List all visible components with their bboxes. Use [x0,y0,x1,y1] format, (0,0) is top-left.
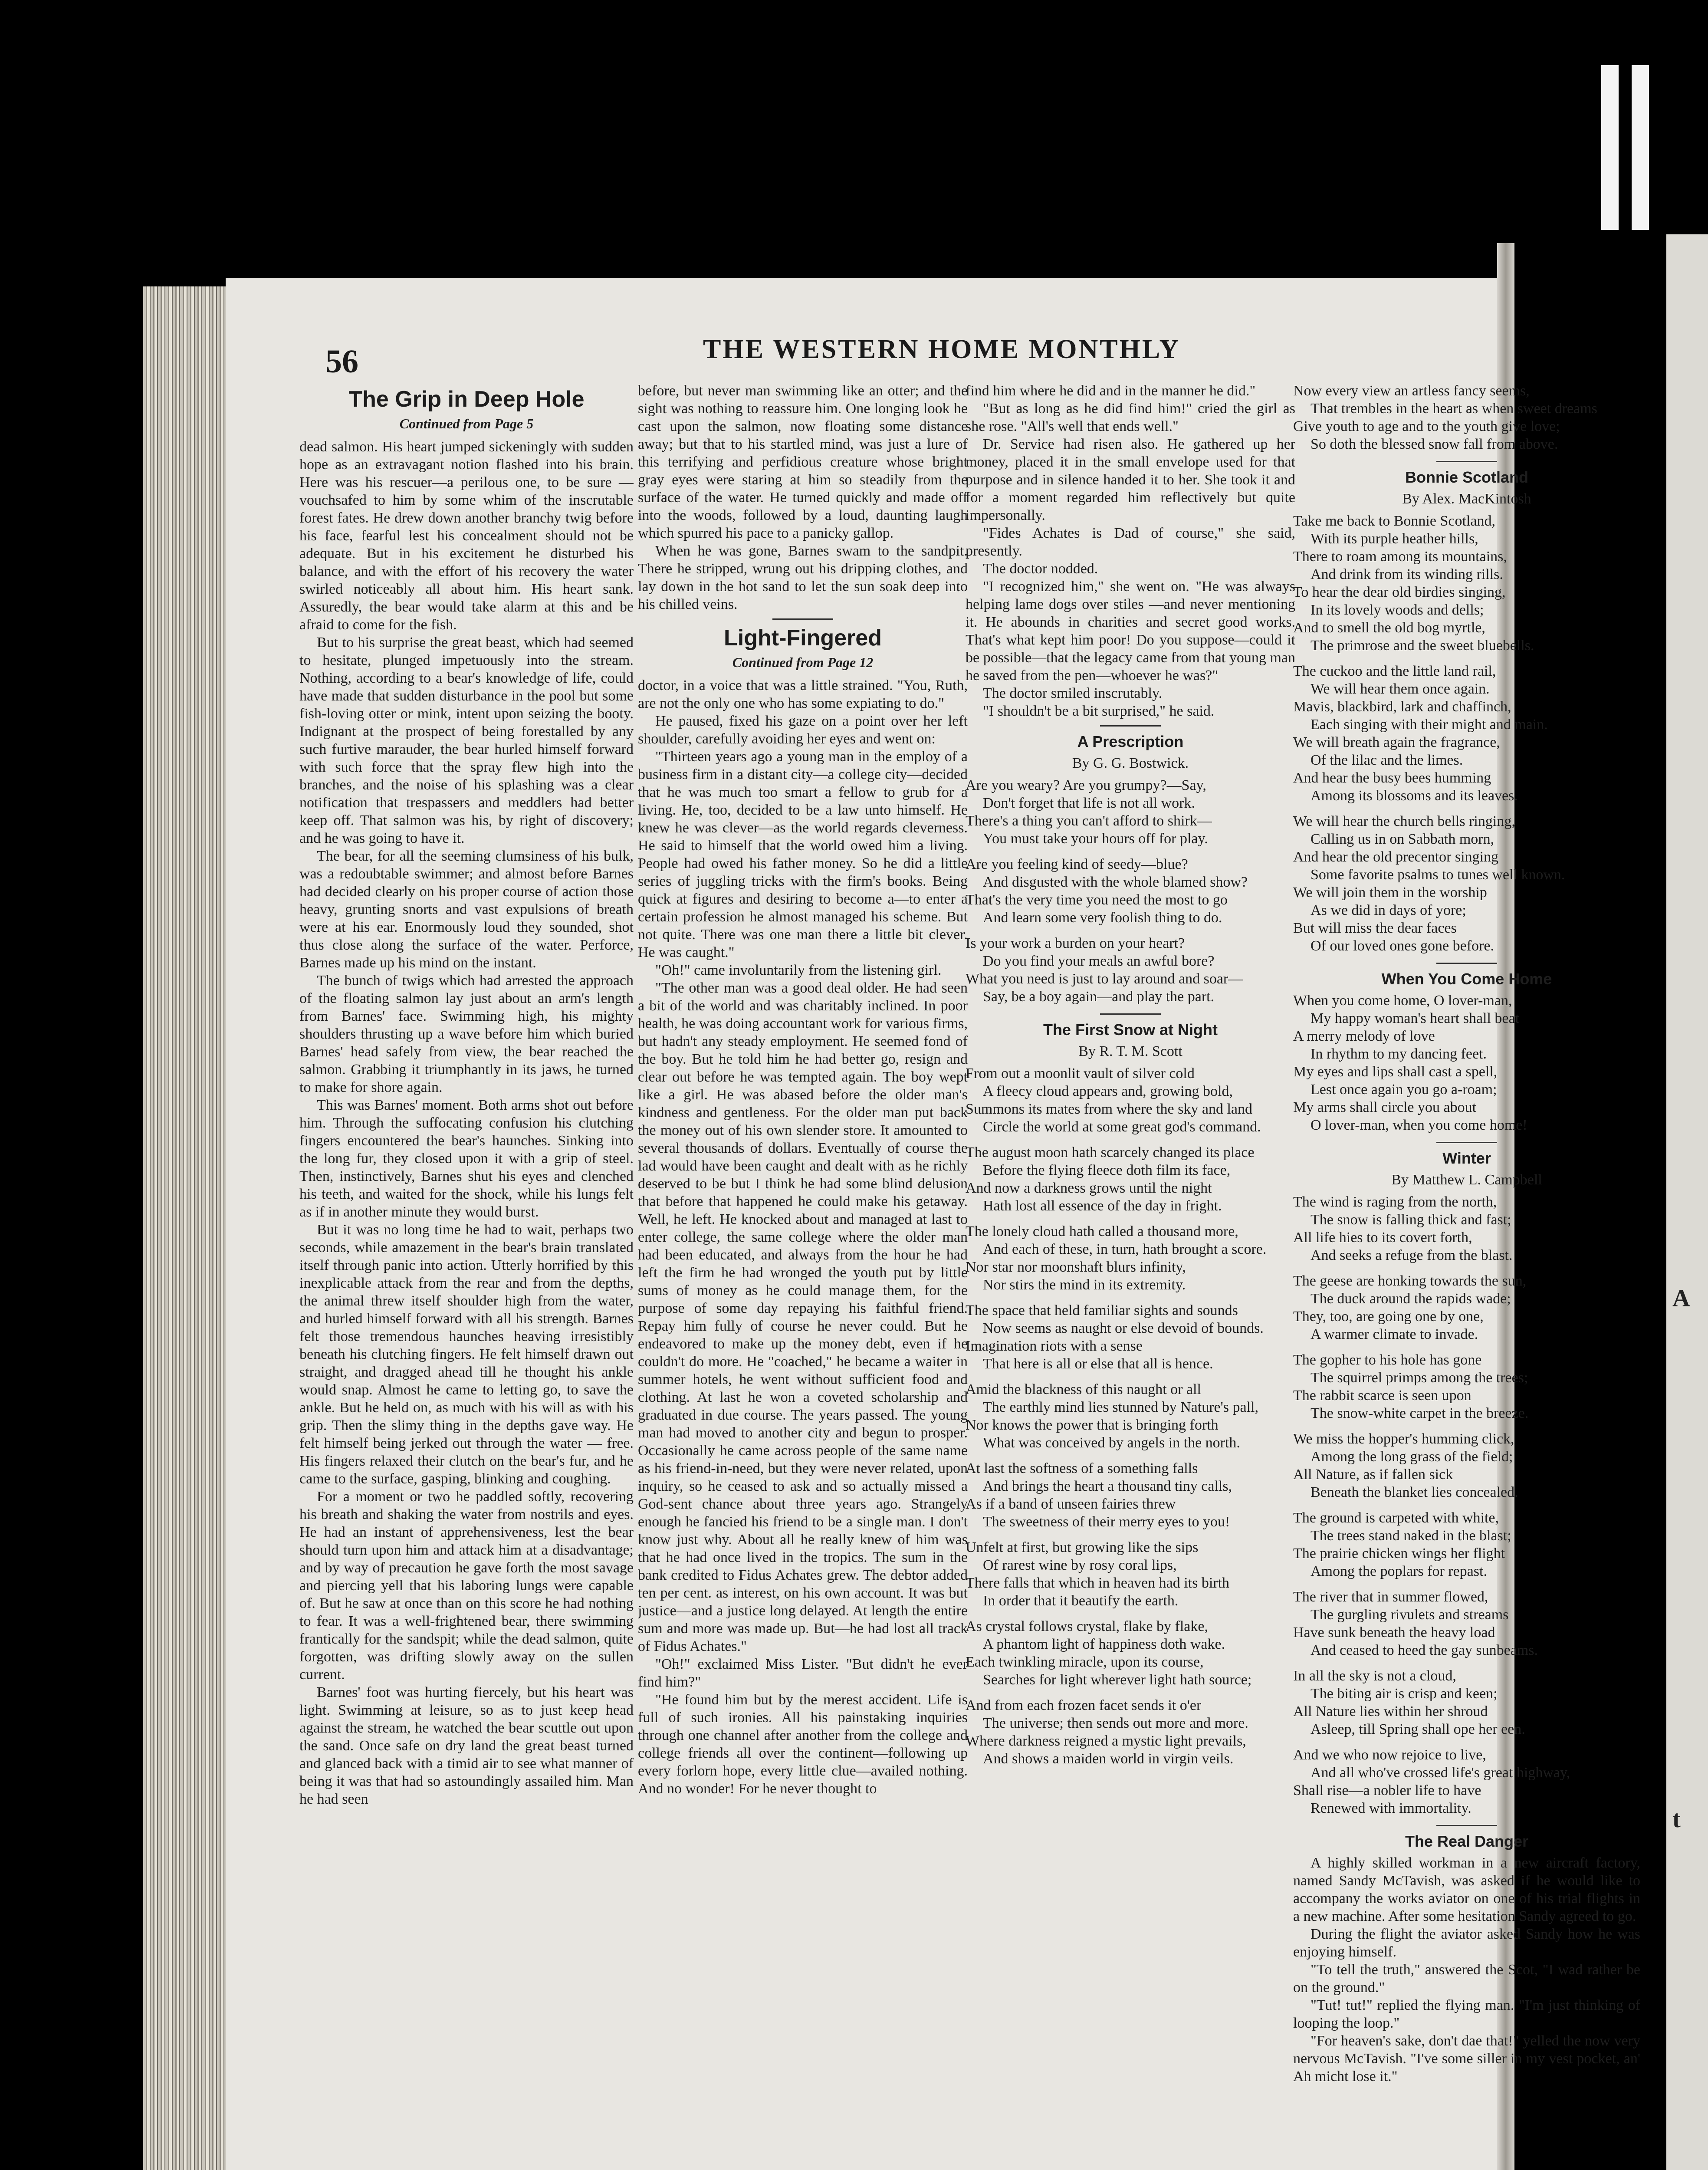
poem-line: All life hies to its covert forth, [1293,1230,1472,1246]
poem-line: As we did in days of yore; [1311,902,1466,918]
poem-line: The prairie chicken wings her flight [1293,1545,1505,1562]
divider [772,618,833,620]
article-title: The Real Danger [1405,1832,1529,1850]
poem-line: Mavis, blackbird, lark and chaffinch, [1293,699,1511,715]
byline: By R. T. M. Scott [1078,1043,1182,1059]
facing-page-edge [1666,234,1708,2170]
paragraph: "Tut! tut!" replied the flying man. "I'm just thinking of looping the loop." [1293,1997,1640,2031]
paragraph: "He found him but by the merest accident. Life is full of such ironies. All his painstaking inquiries through one channel after another from the college and college friends all over the continent—following up every forlorn hope, every little clue—availed nothing. And no wonder! For he never thought to [638,1692,968,1797]
poem-line: And brings the heart a thousand tiny calls, [983,1478,1232,1494]
poem-line: There's a thing you can't afford to shirk— [966,813,1212,829]
poem-line: Now every view an artless fancy seems, [1293,383,1530,399]
poem-line: Among the long grass of the field; [1311,1449,1513,1465]
stanza [1293,1351,1640,1422]
poem-line: The gopher to his hole has gone [1293,1352,1482,1368]
paragraph: But to his surprise the great beast, which had seemed to hesitate, plunged impetuously into the stream. Nothing, according to a bear's knowledge of life, could have made that sudden disturbance in the pool but some fish-loving otter or mink, intent upon seizing the booty. Indignant at the prospect of being forestalled by any such furtive marauder, the bear hurled himself forward with such force that the spray flew high into the branches, and the noise of his splashing was a clear notification that trespassers and meddlers had better keep off. That salmon was his, by right of discovery; and he was going to have it. [299,635,634,846]
poem-line: Are you weary? Are you grumpy?—Say, [966,777,1206,793]
poem-line: And now a darkness grows until the night [966,1180,1212,1196]
byline: By Alex. MacKintosh [1402,491,1531,507]
poem-line: That trembles in the heart as when sweet dreams [1311,401,1597,417]
paragraph: dead salmon. His heart jumped sickeningly with sudden hope as an extravagant notion flashed into his brain. Here was his rescuer—a perilous one, to be sure — vouchsafed to him by some whim of the inscrutable forest fates. He drew down another branchy twig before his face, fearful lest his concealment should not be adequate. But in his excitement he disturbed his balance, and with the effort of his recovery the water swirled noticeably all about him. His heart sank. Assuredly, the bear would take alarm at this and be afraid to come for the fish. [299,439,634,633]
stanza [1293,812,1640,955]
poem-line: Unfelt at first, but growing like the sips [966,1539,1199,1555]
poem-line: In order that it beautify the earth. [983,1593,1179,1609]
page-number: 56 [325,343,358,380]
paragraph: doctor, in a voice that was a little strained. "You, Ruth, are not the only one who has some expiating to do." [638,677,968,711]
paragraph: "I shouldn't be a bit surprised," he said. [983,703,1215,719]
poem-line: And seeks a refuge from the blast. [1311,1247,1513,1263]
poem-line: Nor knows the power that is bringing forth [966,1417,1219,1433]
poem-line: Searches for light wherever light hath source; [983,1672,1252,1688]
poem-line: From out a moonlit vault of silver cold [966,1065,1195,1082]
poem-line: That here is all or else that all is hence. [983,1356,1213,1372]
poem-line: Beneath the blanket lies concealed. [1311,1484,1518,1500]
poem-line: With its purple heather hills, [1311,531,1478,547]
poem-line: The biting air is crisp and keen; [1311,1686,1498,1702]
poem-line: Of rarest wine by rosy coral lips, [983,1557,1177,1573]
poem-line: The river that in summer flowed, [1293,1589,1488,1605]
poem-line: They, too, are going one by one, [1293,1309,1484,1325]
poem-line: To hear the dear old birdies singing, [1293,584,1506,600]
poem-line: The sweetness of their merry eyes to you! [983,1514,1230,1530]
poem-line: And hear the busy bees humming [1293,770,1491,786]
poem-line: Now seems as naught or else devoid of bounds. [983,1320,1264,1336]
poem-line: Among the poplars for repast. [1311,1563,1487,1579]
poem-line: Calling us in on Sabbath morn, [1311,831,1494,847]
poem-line: And from each frozen facet sends it o'er [966,1697,1202,1713]
poem-title: A Prescription [1077,733,1184,750]
poem-line: Nor stirs the mind in its extremity. [983,1277,1186,1293]
stanza [966,1223,1295,1294]
poem-line: Of the lilac and the limes. [1311,752,1463,768]
poem-line: We will breath again the fragrance, [1293,734,1500,750]
book-page-edges [143,286,234,2170]
poem-line: The primrose and the sweet bluebells. [1311,638,1534,654]
poem-line: A phantom light of happiness doth wake. [983,1636,1225,1652]
poem-line: Say, be a boy again—and play the part. [983,989,1215,1005]
poem-line: And each of these, in turn, hath brought a score. [983,1241,1267,1257]
poem-line: The gurgling rivulets and streams [1311,1607,1509,1623]
side-letter: A [1672,1285,1690,1312]
poem-line: O lover-man, when you come home! [1311,1117,1527,1133]
stanza [1293,1272,1640,1343]
stanza [966,1618,1295,1689]
paragraph: The doctor nodded. [983,561,1098,577]
poem-line: And to smell the old bog myrtle, [1293,620,1485,636]
poem-line: Amid the blackness of this naught or all [966,1381,1201,1397]
poem-line: What you need is just to lay around and soar— [966,971,1243,987]
paragraph: A highly skilled workman in a new aircraft factory, named Sandy McTavish, was asked if he would like to accompany the works aviator on one of his trial flights in a new machine. After some hesitation Sandy agreed to go. [1293,1855,1640,1924]
poem-line: The geese are honking towards the sun, [1293,1273,1527,1289]
poem-line: The snow is falling thick and fast; [1311,1212,1511,1228]
poem-line: Imagination riots with a sense [966,1338,1143,1354]
poem-line: A merry melody of love [1293,1028,1435,1044]
stanza [1293,1667,1640,1738]
poem-line: And shows a maiden world in virgin veils. [983,1751,1234,1767]
paragraph: The doctor smiled inscrutably. [983,685,1163,701]
stanza [1293,1588,1640,1659]
poem-title: The First Snow at Night [1043,1021,1218,1039]
poem-line: Hath lost all essence of the day in fright. [983,1198,1222,1214]
poem-line: At last the softness of a something falls [966,1460,1198,1476]
poem-title: When You Come Home [1381,970,1552,988]
paragraph: "But as long as he did find him!" cried the girl as she rose. "All's well that ends well." [966,401,1295,434]
byline: By Matthew L. Campbell [1391,1172,1542,1188]
poem-line: When you come home, O lover-man, [1293,993,1512,1009]
poem-line: The squirrel primps among the trees; [1311,1370,1528,1386]
paragraph: "I recognized him," she went on. "He was always helping lame dogs over stiles —and never mentioning it. He abounds in charities and secret good works. That's what kept him poor! Do you suppose—could it be possible—that the legacy came from that young man he saved from the pen—whoever he was?" [966,579,1295,684]
poem [1293,1193,1640,1817]
stanza [966,1144,1295,1215]
column-3 [966,382,1295,2170]
poem-line: A warmer climate to invade. [1311,1326,1478,1342]
poem-line: The trees stand naked in the blast; [1311,1528,1511,1544]
poem-line: Take me back to Bonnie Scotland, [1293,513,1495,529]
poem-line: A fleecy cloud appears and, growing bold, [983,1083,1233,1099]
poem-line: Circle the world at some great god's command. [983,1119,1261,1135]
poem-line: And drink from its winding rills. [1311,566,1503,582]
poem-line: The wind is raging from the north, [1293,1194,1497,1210]
stanza [1293,382,1640,453]
stanza [1293,662,1640,805]
stanza [1293,1509,1640,1580]
poem-line: Among its blossoms and its leaves. [1311,788,1518,804]
paragraph: "Oh!" came involuntarily from the listening girl. [655,962,942,978]
poem-line: Asleep, till Spring shall ope her een. [1311,1721,1525,1737]
poem-line: The space that held familiar sights and sounds [966,1302,1238,1318]
scan-bar [1601,65,1619,230]
paragraph: For a moment or two he paddled softly, recovering his breath and shaking the water from nostrils and eyes. He had an instant of apprehensiveness, lest the bear should turn upon him and attack him at a disadvantage; and by way of precaution he gave forth the most savage and piercing yell that his laboring lungs were capable of. But he saw at once than on this score he had nothing to fear. It was a well-frightened bear, there swimming frantically for the sandspit; while the dead salmon, quite forgotten, was drifting slowly away on the sullen current. [299,1489,634,1683]
poem-line: Shall rise—a nobler life to have [1293,1782,1481,1798]
stanza [966,1065,1295,1136]
paragraph: before, but never man swimming like an otter; and the sight was nothing to reassure him. One longing look he cast upon the salmon, now floating some distance away; but that to his startled mind, was just a lure of this terrifying and perfidious creature whose bright gray eyes were staring at him so steadily from the surface of the water. He turned quickly and made off into the woods, followed by a loud, daunting laugh which spurred his pace to a panicky gallop. [638,383,968,541]
poem-line: In rhythm to my dancing feet. [1311,1046,1487,1062]
poem-title: Winter [1442,1149,1491,1167]
poem-line: Some favorite psalms to tunes well known. [1311,867,1565,883]
poem-line: As if a band of unseen fairies threw [966,1496,1176,1512]
poem-line: And all who've crossed life's great highway, [1311,1765,1570,1781]
poem-line: The earthly mind lies stunned by Nature's pall, [983,1399,1258,1415]
stanza [966,1539,1295,1610]
poem-line: The duck around the rapids wade; [1311,1291,1511,1307]
article-title: Light-Fingered [724,625,882,651]
stanza [966,1302,1295,1373]
stanza [966,934,1295,1006]
poem-line: And hear the old precentor singing [1293,849,1499,865]
poem-line: The ground is carpeted with white, [1293,1510,1499,1526]
poem-line: Give youth to age and to the youth give love; [1293,418,1560,434]
stanza [1293,1430,1640,1501]
paragraph: find him where he did and in the manner he did." [966,383,1256,399]
divider [1436,1142,1497,1143]
poem-line: My happy woman's heart shall beat [1311,1010,1520,1026]
poem-line: My eyes and lips shall cast a spell, [1293,1064,1498,1080]
poem-line: Lest once again you go a-roam; [1311,1082,1497,1098]
stanza [966,776,1295,848]
poem-ending [1293,382,1640,453]
column-1 [299,382,634,2170]
poem-line: The rabbit scarce is seen upon [1293,1387,1472,1404]
poem [966,1065,1295,1768]
poem-line: In all the sky is not a cloud, [1293,1668,1456,1684]
poem-line: Nor star nor moonshaft blurs infinity, [966,1259,1186,1275]
poem [1293,992,1640,1134]
poem-line: Of our loved ones gone before. [1311,938,1494,954]
scan-bar [1632,65,1649,230]
poem-line: Summons its mates from where the sky and land [966,1101,1253,1117]
stanza [966,1697,1295,1768]
divider [1436,461,1497,462]
poem-line: What was conceived by angels in the north. [983,1435,1240,1451]
stanza [966,1460,1295,1531]
poem-line: We will hear the church bells ringing, [1293,813,1515,829]
poem-line: That's the very time you need the most to go [966,892,1228,908]
paragraph: The bear, for all the seeming clumsiness of his bulk, was a redoubtable swimmer; and almost before Barnes had decided clearly on his proper course of action those heavy, grunting snorts and vast expulsions of breath were at his ear. Enormously loud they sounded, shot thus close along the surface of the water. Perforce, Barnes made up his mind on the instant. [299,848,634,971]
poem-line: And ceased to heed the gay sunbeams. [1311,1642,1538,1658]
poem-line: All Nature lies within her shroud [1293,1703,1488,1720]
paragraph: "To tell the truth," answered the Scot, "I wad rather be on the ground." [1293,1962,1640,1996]
paragraph: When he was gone, Barnes swam to the sandpit. There he stripped, wrung out his dripping clothes, and lay down in the hot sand to let the sun soak deep into his chilled veins. [638,543,968,612]
poem-line: Each twinkling miracle, upon its course, [966,1654,1204,1670]
divider [1436,963,1497,964]
poem-line: We miss the hopper's humming click, [1293,1431,1514,1447]
poem-line: Each singing with their might and main. [1311,717,1548,733]
stanza [1293,1193,1640,1264]
poem-line: The universe; then sends out more and more. [983,1715,1248,1731]
paragraph: This was Barnes' moment. Both arms shot out before him. Through the suffocating confusion his clutching fingers encountered the bear's haunches. Sinking into the long fur, they closed upon it with a grip of steel. Then, instinctively, Barnes shut his eyes and clenched his teeth, and waited for the shock, while his lungs felt as if in another minute they would burst. [299,1097,634,1220]
poem-line: The snow-white carpet in the breeze. [1311,1405,1529,1421]
poem [966,776,1295,1006]
stanza [966,1381,1295,1452]
paragraph: The bunch of twigs which had arrested the approach of the floating salmon lay just about an arm's length from Barnes' face. Swimming high, his mighty shoulders thrusting up a wave before him which buried Barnes' head safely from view, the bear reached the salmon. Grabbing it triumphantly in its jaws, he turned to make for shore again. [299,973,634,1095]
side-letter: t [1672,1806,1681,1833]
poem-line: And disgusted with the whole blamed show? [983,874,1248,890]
stanza [1293,1746,1640,1817]
poem-line: So doth the blessed snow fall from above. [1311,436,1558,452]
masthead: THE WESTERN HOME MONTHLY [703,335,1181,364]
divider [1100,725,1161,727]
poem-line: Renewed with immortality. [1311,1800,1472,1816]
poem-line: Are you feeling kind of seedy—blue? [966,856,1188,872]
paragraph: "Thirteen years ago a young man in the employ of a business firm in a distant city—a college city—decided that he was much too smart a fellow to grub for a living. He, too, decided to be a law unto himself. He knew he was clever—as the world regards cleverness. He said to himself that the world owed him a living. People had owed his father money. So he did a little series of juggling tricks with the firm's books. Being quick at figures and desiring to become a—to enter a certain profession he almost managed his scheme. But not quite. There was one man there a little bit clever. He was caught." [638,749,968,960]
poem-line: You must take your hours off for play. [983,831,1208,847]
paragraph: "Oh!" exclaimed Miss Lister. "But didn't he ever find him?" [638,1656,968,1690]
poem-line: But will miss the dear faces [1293,920,1457,936]
poem-line: All Nature, as if fallen sick [1293,1466,1453,1483]
poem-title: Bonnie Scotland [1405,468,1528,486]
divider [1436,1825,1497,1826]
poem-line: Is your work a burden on your heart? [966,935,1185,951]
stanza [966,855,1295,927]
poem-line: We will hear them once again. [1311,681,1490,697]
column-4 [1293,382,1640,2170]
poem-line: There to roam among its mountains, [1293,549,1507,565]
paragraph: "The other man was a good deal older. He had seen a bit of the world and was charitably inclined. In poor health, he was doing accountant work for various firms, but hadn't any steady employment. He seemed fond of the boy. But he told him he had better go, resign and clear out before he was tempted again. The boy wept like a girl. He was abased before the older man's kindness and gentleness. For the older man put back the money out of his own slender store. It amounted to several thousands of dollars. Eventually of course the lad would have been caught and dealt with as he richly deserved to be but I think he had some blind delusion that before that happened he could make his getaway. Well, he left. He knocked about and managed at last to enter college, the same college where the older man had been educated, and always from the hour he had left the firm he had wronged the youth put by little sums of money as he could manage them, for the purpose of some day repaying his faithful friend. Repay him fully of course he never could. But he endeavored to make up the money debt, even if he couldn't do more. He "coached," he became a waiter in summer hotels, he went without sufficient food and clothing. At last he won a coveted scholarship and graduated in due course. The years passed. The young man had moved to another city and begun to prosper. Occasionally he came across people of the same name as his friend-in-need, but they were never related, upon inquiry, so he ceased to ask and so actually missed a God-sent chance about three years ago. Strangely enough he fancied his friend to be a single man. I don't know just why. About all he really knew of him was that he had once lived in the tropics. The sum in the bank credited to Fidus Achates grew. The debtor added ten per cent. as interest, on his own account. It was but justice—and a justice long delayed. At length the entire sum and more was made up. But—he had lost all track of Fidus Achates." [638,980,968,1654]
poem-line: And learn some very foolish thing to do. [983,910,1222,926]
paragraph: But it was no long time he had to wait, perhaps two seconds, while amazement in the bear's brain translated itself through panic into action. Utterly horrified by this inexplicable attack from the rear and from the depths, the animal threw itself shoulder high from the water, and hurled himself forward with all his strength. Barnes felt those tremendous haunches heaving irresistibly beneath his clutching fingers. He felt himself drawn out straight, and dragged ahead till he thought his ankle would snap. Almost he came to letting go, to save the ankle. But he held on, as much with his will as with his grip. Then the slimy thing in the depths gave way. He felt himself being jerked out through the water — free. His fingers relaxed their clutch on the bear's fur, and he came to the surface, gasping, blinking and coughing. [299,1222,634,1487]
paragraph: "For heaven's sake, don't dae that!" yelled the now very nervous McTavish. "I've some siller in my vest pocket, an' Ah micht lose it." [1293,2033,1640,2085]
paragraph: During the flight the aviator asked Sandy how he was enjoying himself. [1293,1926,1640,1960]
paragraph: "Fides Achates is Dad of course," she said, presently. [966,525,1295,559]
poem-line: The cuckoo and the little land rail, [1293,663,1496,679]
poem [1293,512,1640,955]
poem-line: Do you find your meals an awful bore? [983,953,1215,969]
poem-line: As crystal follows crystal, flake by flake, [966,1618,1208,1634]
poem-line: The august moon hath scarcely changed its place [966,1144,1255,1161]
divider [1100,1013,1161,1015]
poem-line: Have sunk beneath the heavy load [1293,1624,1495,1641]
poem-line: Don't forget that life is not all work. [983,795,1195,811]
poem-line: And we who now rejoice to live, [1293,1747,1486,1763]
continued-note: Continued from Page 5 [399,416,534,431]
paragraph: He paused, fixed his gaze on a point over her left shoulder, carefully avoiding her eyes and went on: [638,713,968,747]
poem-line: The lonely cloud hath called a thousand more, [966,1223,1238,1240]
column-2 [638,382,968,2170]
poem-line: There falls that which in heaven had its birth [966,1575,1230,1591]
poem-line: We will join them in the worship [1293,884,1487,901]
paragraph: Dr. Service had risen also. He gathered up her money, placed it in the small envelope used for that purpose and in silence handed it to her. She took it and for a moment regarded him reflectively but quite impersonally. [966,436,1295,523]
poem-line: In its lovely woods and dells; [1311,602,1484,618]
paragraph: Barnes' foot was hurting fiercely, but his heart was light. Swimming at leisure, so as to just keep head against the stream, he watched the bear scuttle out upon the sand. Once safe on dry land the great beast turned and glanced back with a timid air to see what manner of being it was that had so astoundingly assailed him. Man he had seen [299,1684,634,1807]
stanza [1293,512,1640,654]
byline: By G. G. Bostwick. [1072,755,1189,771]
stanza [1293,992,1640,1134]
continued-note: Continued from Page 12 [732,654,874,670]
poem-line: My arms shall circle you about [1293,1099,1477,1115]
article-title: The Grip in Deep Hole [348,387,585,412]
poem-line: Where darkness reigned a mystic light prevails, [966,1733,1246,1749]
poem-line: Before the flying fleece doth film its face, [983,1162,1231,1178]
